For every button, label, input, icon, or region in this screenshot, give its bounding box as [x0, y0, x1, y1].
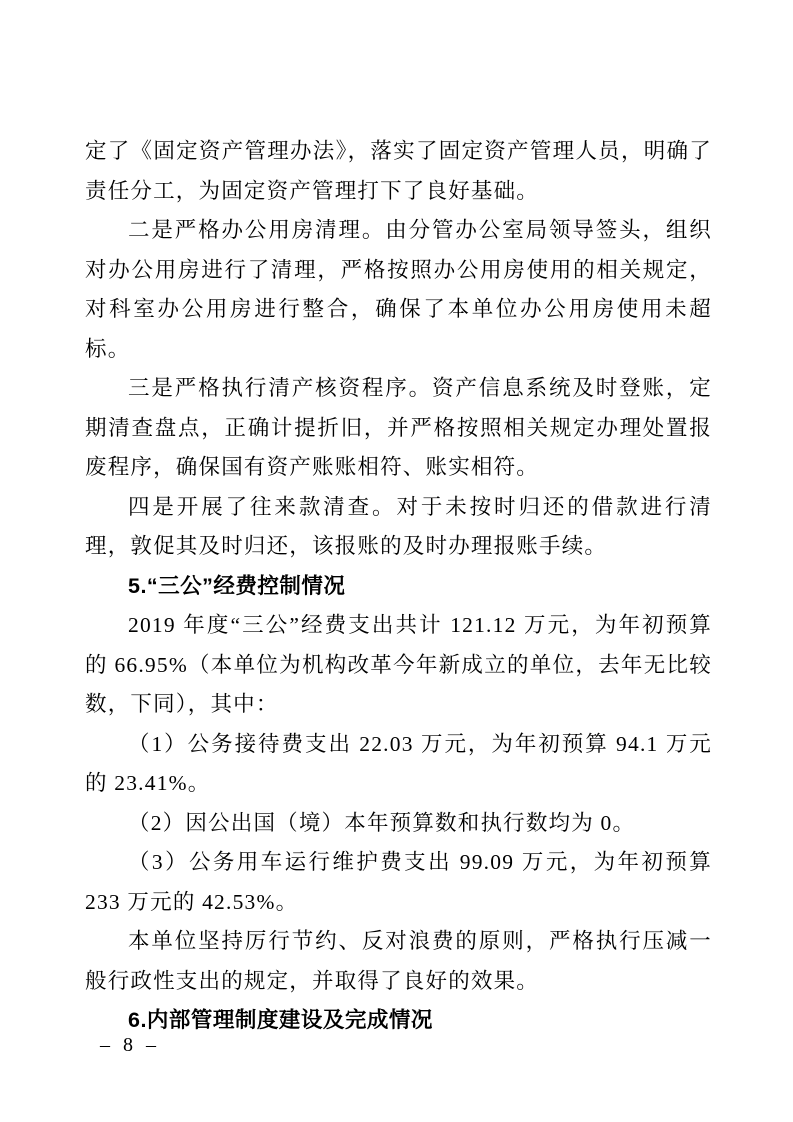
section-heading-6-internal-management: 6.内部管理制度建设及完成情况	[128, 1008, 433, 1032]
paragraph-item1-reception-expense: （1）公务接待费支出 22.03 万元，为年初预算 94.1 万元的 23.41%。	[85, 731, 712, 795]
paragraph-asset-verification: 三是严格执行清产核资程序。资产信息系统及时登账，定期清查盘点，正确计提折旧，并严格按照相关规定办理处置报废程序，确保国有资产账账相符、账实相符。	[85, 376, 712, 479]
paragraph-item2-overseas-trips: （2）因公出国（境）本年预算数和执行数均为 0。	[128, 810, 636, 835]
paragraph-thrift-principle: 本单位坚持厉行节约、反对浪费的原则，严格执行压减一般行政性支出的规定，并取得了良好的效果。	[85, 929, 712, 993]
paragraph-item3-vehicle-expense: （3）公务用车运行维护费支出 99.09 万元，为年初预算 233 万元的 42.53%。	[85, 850, 712, 914]
paragraph-three-public-total: 2019 年度“三公”经费支出共计 121.12 万元，为年初预算的 66.95%（本单位为机构改革今年新成立的单位，去年无比较数，下同），其中：	[85, 613, 712, 716]
paragraph-asset-management-continuation: 定了《固定资产管理办法》，落实了固定资产管理人员，明确了责任分工，为固定资产管理打下了良好基础。	[85, 139, 712, 203]
paragraph-receivables-check: 四是开展了往来款清查。对于未按时归还的借款进行清理，敦促其及时归还，该报账的及时办理报账手续。	[85, 494, 712, 558]
paragraph-office-space-cleanup: 二是严格办公用房清理。由分管办公室局领导签头，组织对办公用房进行了清理，严格按照办公用房使用的相关规定，对科室办公用房进行整合，确保了本单位办公用房使用未超标。	[85, 218, 712, 361]
page-number: – 8 –	[100, 1034, 160, 1056]
document-body	[85, 132, 712, 1041]
section-heading-5-three-public-expenses: 5.“三公”经费控制情况	[128, 573, 346, 598]
